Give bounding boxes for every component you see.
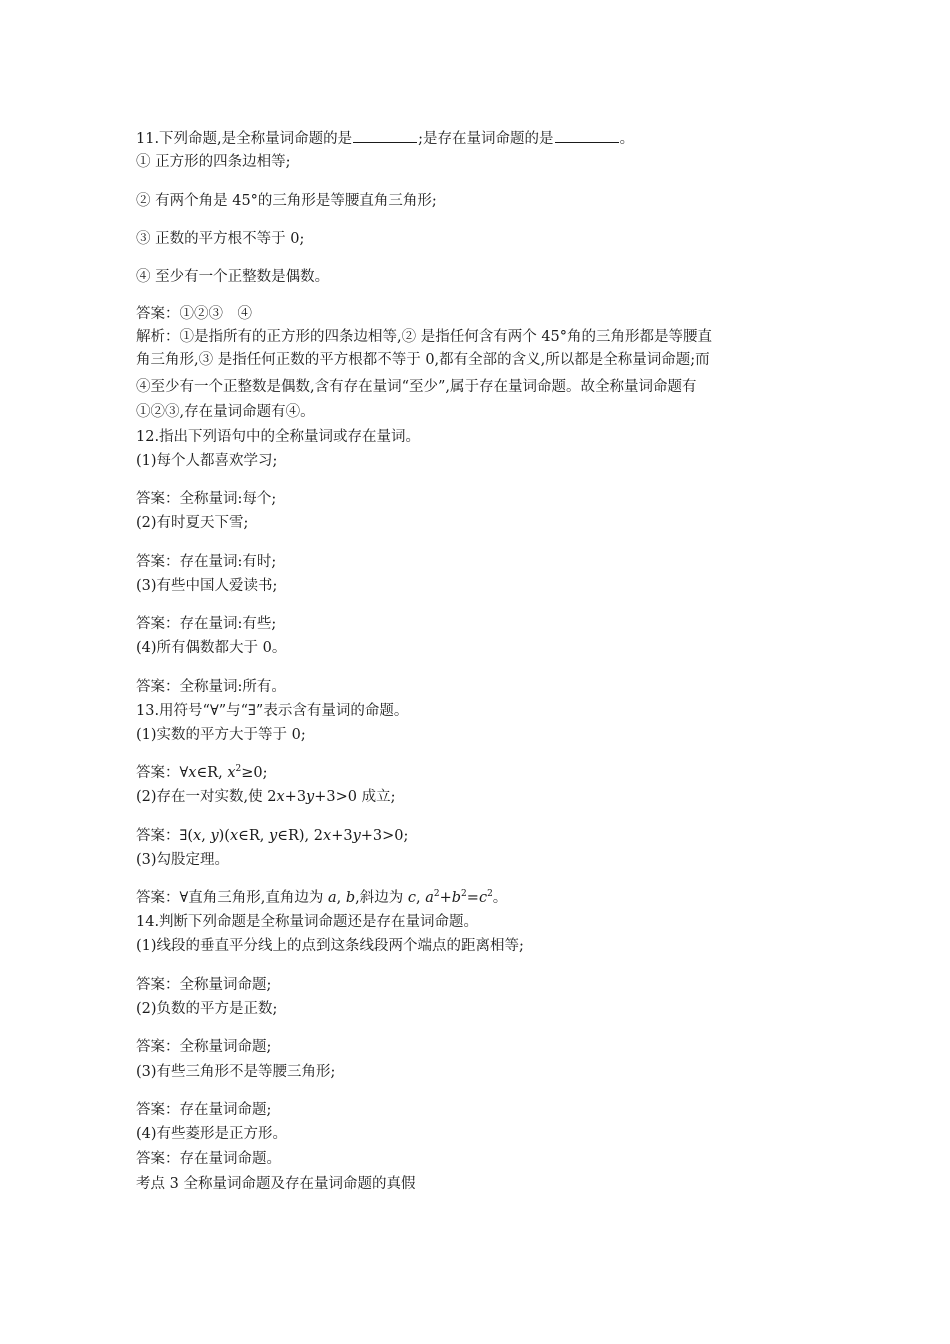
q11-stem-text-a: 11.下列命题,是全称量词命题的是 <box>136 131 353 147</box>
q14-part-3: (3)有些三角形不是等腰三角形; <box>136 1064 336 1080</box>
q14-answer-2: 答案：全称量词命题; <box>136 1039 272 1055</box>
q13-part-1: (1)实数的平方大于等于 0; <box>136 727 306 743</box>
answer-blank-existential <box>555 128 619 143</box>
q13-answer-2: 答案：∃(x, y)(x∈R, y∈R), 2x+3y+3>0; <box>136 828 409 844</box>
answer-blank-universal <box>353 128 417 143</box>
q14-part-1: (1)线段的垂直平分线上的点到这条线段两个端点的距离相等; <box>136 938 524 954</box>
q12-part-3: (3)有些中国人爱读书; <box>136 578 278 594</box>
q12-part-1: (1)每个人都喜欢学习; <box>136 453 278 469</box>
q12-answer-4: 答案：全称量词:所有。 <box>136 679 286 695</box>
q11-analysis-line-4: ①②③,存在量词命题有④。 <box>136 404 315 420</box>
q11-stem <box>136 128 816 150</box>
q14-answer-1: 答案：全称量词命题; <box>136 977 272 993</box>
q13-part-3: (3)勾股定理。 <box>136 852 230 868</box>
q14-stem: 14.判断下列命题是全称量词命题还是存在量词命题。 <box>136 914 479 930</box>
q13-stem: 13.用符号“∀”与“∃”表示含有量词的命题。 <box>136 703 409 719</box>
q11-item-1: ① 正方形的四条边相等; <box>136 154 291 170</box>
q13-answer-3: 答案：∀直角三角形,直角边为 a, b,斜边为 c, $a^2+b^2=c^2$。 <box>136 889 508 906</box>
q11-analysis-line-3: ④至少有一个正整数是偶数,含有存在量词“至少”,属于存在量词命题。故全称量词命题有 <box>136 379 697 395</box>
q11-analysis-line-1: 解析：①是指所有的正方形的四条边相等,② 是指任何含有两个 45°角的三角形都是等腰直 <box>136 329 713 345</box>
q11-answer: 答案：①②③ ④ <box>136 306 252 322</box>
q13-part-2: (2)存在一对实数,使 2x+3y+3>0 成立; <box>136 789 396 805</box>
q12-part-4: (4)所有偶数都大于 0。 <box>136 640 287 656</box>
q11-item-2: ② 有两个角是 45°的三角形是等腰直角三角形; <box>136 193 437 209</box>
q14-answer-4: 答案：存在量词命题。 <box>136 1151 281 1167</box>
q12-answer-1: 答案：全称量词:每个; <box>136 491 277 507</box>
q11-stem-text-c: 。 <box>619 131 635 147</box>
q11-stem-text-b: ;是存在量词命题的是 <box>418 131 554 147</box>
q12-answer-3: 答案：存在量词:有些; <box>136 616 277 632</box>
q12-answer-2: 答案：存在量词:有时; <box>136 554 277 570</box>
q13-answer-1: 答案：∀x∈R, $x^2\ge 0$; <box>136 764 268 781</box>
q12-stem: 12.指出下列语句中的全称量词或存在量词。 <box>136 429 421 445</box>
q11-item-3: ③ 正数的平方根不等于 0; <box>136 231 305 247</box>
q11-analysis-line-2: 角三角形,③ 是指任何正数的平方根都不等于 0,都有全部的含义,所以都是全称量词命题;而 <box>136 352 710 368</box>
q11-item-4: ④ 至少有一个正整数是偶数。 <box>136 269 330 285</box>
q14-part-2: (2)负数的平方是正数; <box>136 1001 278 1017</box>
q14-part-4: (4)有些菱形是正方形。 <box>136 1126 288 1142</box>
q14-answer-3: 答案：存在量词命题; <box>136 1102 272 1118</box>
q12-part-2: (2)有时夏天下雪; <box>136 515 249 531</box>
section-heading: 考点 3 全称量词命题及存在量词命题的真假 <box>136 1176 416 1192</box>
